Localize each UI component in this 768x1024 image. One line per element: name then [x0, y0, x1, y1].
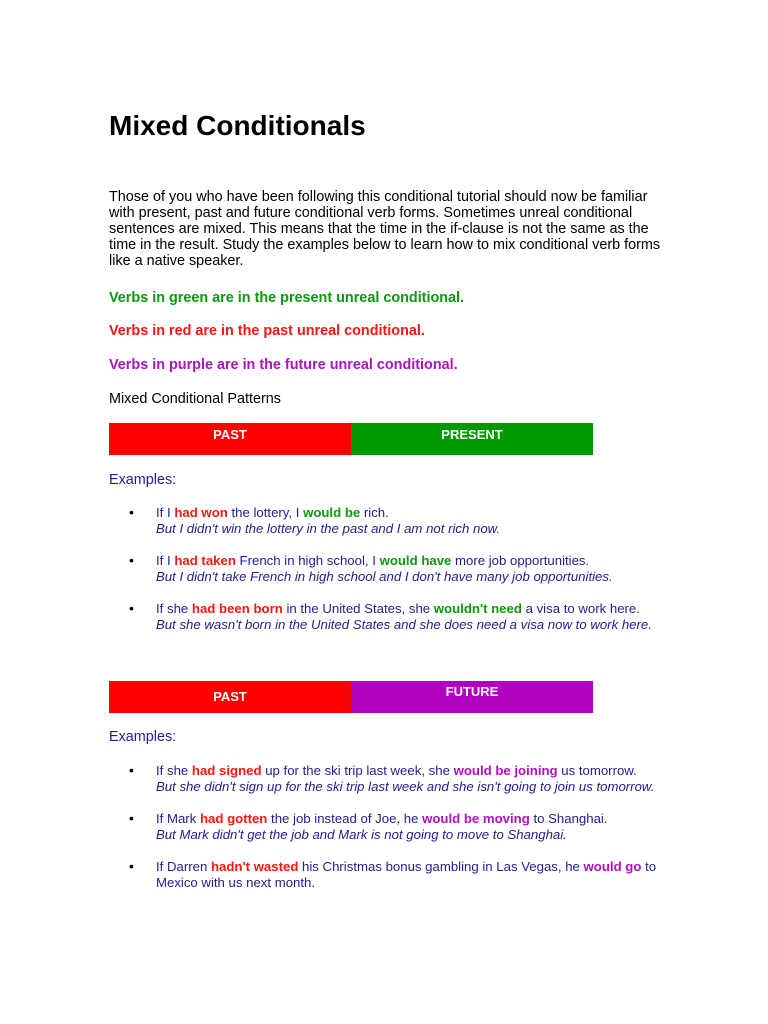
list-item: • If Darren hadn't wasted his Christmas bonus gambling in Las Vegas, he would go to Mexico with us next month. [109, 859, 676, 890]
list-item: • If Mark had gotten the job instead of Joe, he would be moving to Shanghai. But Mark didn't get the job and Mark is not going to move to Shanghai. [109, 811, 669, 842]
example-list-1 [109, 505, 669, 632]
list-item: • If she had signed up for the ski trip last week, she would be joining us tomorrow. But she didn't sign up for the ski trip last week and she isn't going to join us tomorrow. [109, 763, 656, 794]
patterns-label: Mixed Conditional Patterns [109, 391, 281, 407]
example-note: But she didn't sign up for the ski trip last week and she isn't going to join us tomorrow. [156, 778, 655, 794]
list-item: • If I had won the lottery, I would be rich. But I didn't win the lottery in the past and I am not rich now. [109, 505, 669, 536]
pattern-bar-past-present [109, 423, 593, 455]
example-list-2 [109, 763, 669, 890]
list-item: • If she had been born in the United States, she wouldn't need a visa to work here. But she wasn't born in the United States and she does need a visa now to work here. [109, 601, 656, 632]
pattern-cell-past: PAST [109, 423, 351, 455]
legend-purple: Verbs in purple are in the future unreal conditional. [109, 357, 458, 373]
legend-red: Verbs in red are in the past unreal conditional. [109, 323, 425, 339]
legend-green: Verbs in green are in the present unreal conditional. [109, 290, 465, 306]
pattern-cell-future: FUTURE [351, 681, 593, 713]
example-note: But I didn't win the lottery in the past and I am not rich now. [156, 520, 501, 536]
example-note: But I didn't take French in high school and I don't have many job opportunities. [156, 568, 613, 584]
list-item: • If I had taken French in high school, I would have more job opportunities. But I didn't take French in high school and I don't have many job opportunities. [109, 553, 669, 584]
page-title: Mixed Conditionals [109, 110, 366, 141]
pattern-cell-present: PRESENT [351, 423, 593, 455]
examples-label: Examples: [109, 472, 177, 488]
example-note: But she wasn't born in the United States and she does need a visa now to work here. [156, 616, 652, 632]
pattern-cell-past: PAST [109, 681, 351, 713]
pattern-bar-past-future [109, 681, 593, 713]
examples-label: Examples: [109, 729, 177, 745]
example-note: But Mark didn't get the job and Mark is not going to move to Shanghai. [156, 826, 567, 842]
intro-paragraph: Those of you who have been following this conditional tutorial should now be familiar with present, past and future conditional verb forms. Sometimes unreal conditional sentences are mixed. This means that the time in the if-clause is not the same as the time in the result. Study the examples below to learn how to mix conditional verb forms like a native speaker. [109, 189, 661, 269]
